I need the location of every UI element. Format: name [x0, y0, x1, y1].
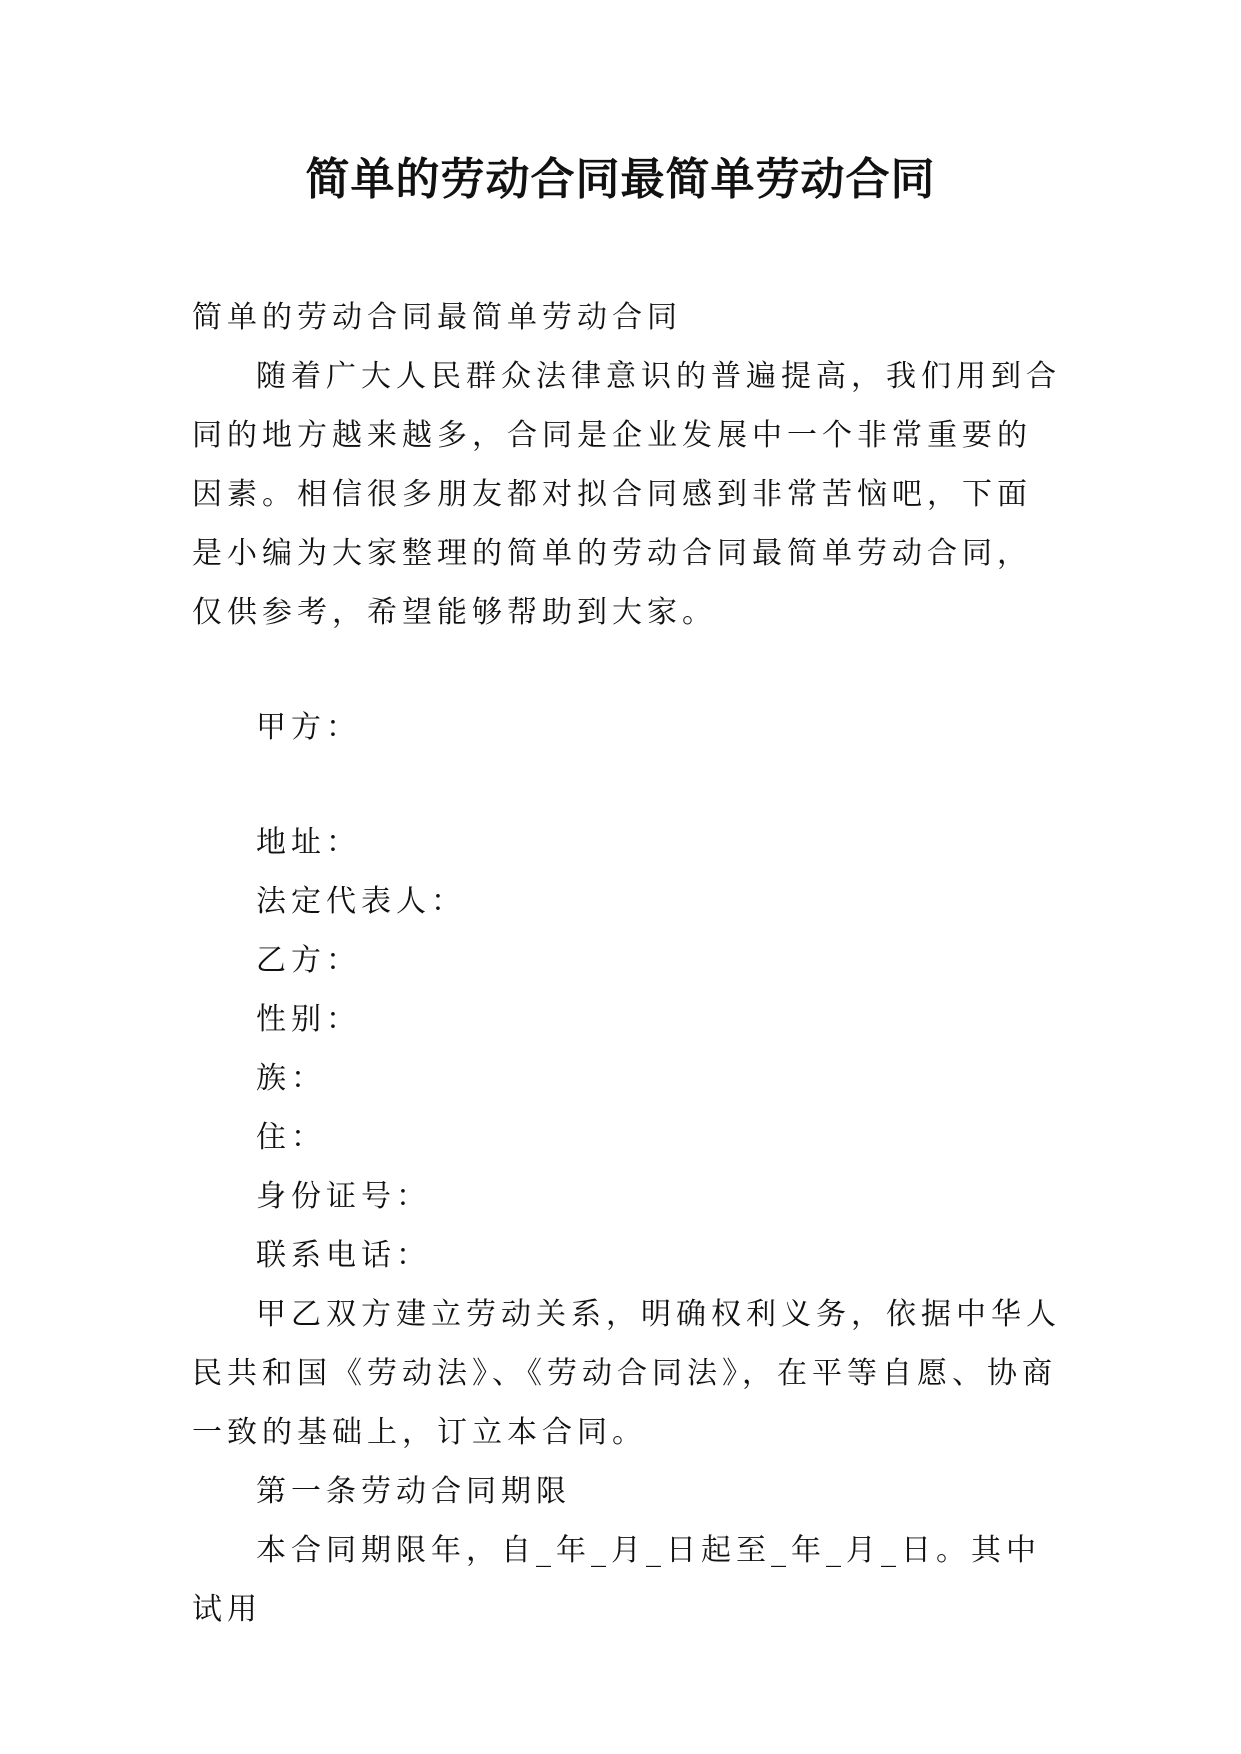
party-a-label: 甲方： — [256, 710, 361, 745]
preamble-paragraph: 甲乙双方建立劳动关系，明确权利义务，依据中华人民共和国《劳动法》、《劳动合同法》，在平等自愿、协商一致的基础上，订立本合同。 — [192, 1297, 1061, 1450]
party-b-label: 乙方： — [256, 943, 361, 978]
gender-label: 性别： — [256, 1002, 361, 1037]
residence-label: 住： — [256, 1120, 326, 1155]
article-1-text: 本合同期限年，自_年_月_日起至_年_月_日。其中试用 — [192, 1533, 1041, 1627]
article-1-heading: 第一条劳动合同期限 — [256, 1474, 571, 1509]
legal-rep-label: 法定代表人： — [256, 884, 466, 919]
ethnicity-label: 族： — [256, 1061, 326, 1096]
document-title: 简单的劳动合同最简单劳动合同 — [305, 154, 936, 205]
address-label: 地址： — [256, 825, 361, 860]
document-subtitle: 简单的劳动合同最简单劳动合同 — [192, 300, 682, 335]
id-number-label: 身份证号： — [256, 1179, 431, 1214]
phone-label: 联系电话： — [256, 1238, 431, 1273]
document-body — [192, 288, 1062, 1639]
intro-paragraph: 随着广大人民群众法律意识的普遍提高，我们用到合同的地方越来越多，合同是企业发展中一个非常重要的因素。相信很多朋友都对拟合同感到非常苦恼吧，下面是小编为大家整理的简单的劳动合同最简单劳动合同，仅供参考，希望能够帮助到大家。 — [192, 359, 1061, 630]
